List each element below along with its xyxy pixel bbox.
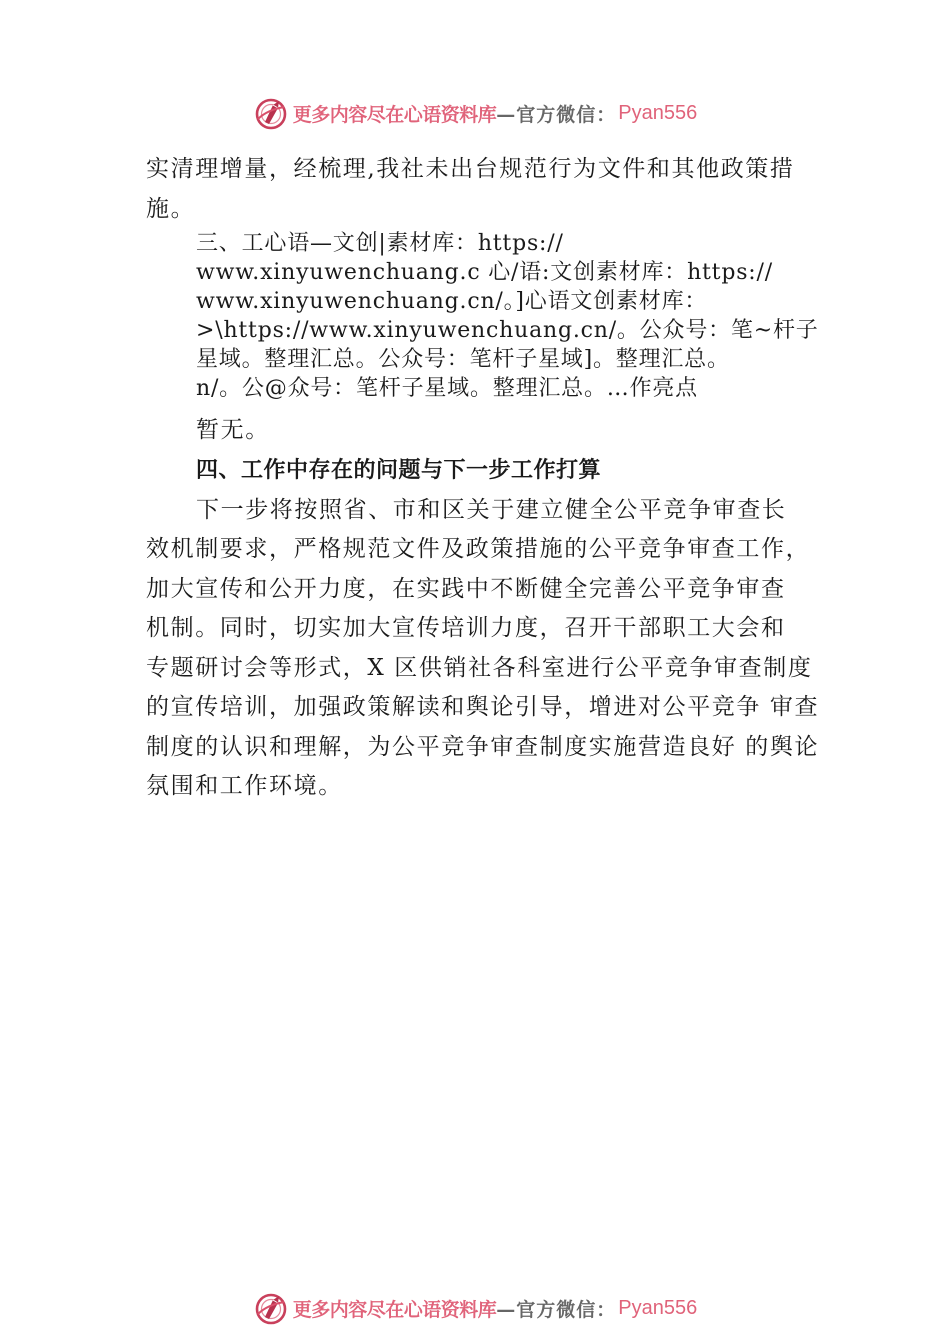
- pen-nib-logo-icon: [253, 95, 289, 131]
- pen-nib-logo-icon: [253, 1290, 289, 1326]
- watermark-wechat-id: Pyan556: [618, 101, 698, 124]
- section-four-heading: 四、工作中存在的问题与下一步工作打算: [196, 457, 602, 483]
- section-three-line: www.xinyuwenchuang.cn/。]心语文创素材库：: [196, 289, 708, 314]
- paragraph-line: 实清理增量，经梳理,我社未出台规范行为文件和其他政策措: [146, 156, 795, 182]
- paragraph-line: 下一步将按照省、市和区关于建立健全公平竞争审查长: [196, 496, 787, 523]
- paragraph-line: 专题研讨会等形式，X 区供销社各科室进行公平竞争审查制度: [146, 654, 813, 681]
- watermark-main-text: 更多内容尽在心语资料库: [292, 103, 497, 126]
- section-three-line: www.xinyuwenchuang.c 心/语:文创素材库：https://: [196, 260, 773, 285]
- section-three-block: [146, 229, 836, 403]
- none-text: 暂无。: [196, 417, 270, 443]
- watermark-main-text: 更多内容尽在心语资料库: [292, 1298, 497, 1321]
- watermark-wechat-id: Pyan556: [618, 1296, 698, 1319]
- footer-watermark: [0, 1288, 950, 1328]
- watermark-sub-text: —官方微信：: [496, 1298, 617, 1321]
- section-three-line: 星域。整理汇总。公众号：笔杆子星域]。整理汇总。: [196, 347, 730, 372]
- paragraph-line: 加大宣传和公开力度，在实践中不断健全完善公平竞争审查: [146, 575, 786, 602]
- watermark-sub-text: —官方微信：: [496, 103, 617, 126]
- paragraph-line: 氛围和工作环境。: [146, 773, 343, 799]
- paragraph-line: 效机制要求，严格规范文件及政策措施的公平竞争审查工作，: [146, 536, 811, 562]
- section-three-line: 三、工心语—文创|素材库：https://: [196, 231, 564, 256]
- paragraph-line: 机制。同时，切实加大宣传培训力度，召开干部职工大会和: [146, 615, 786, 641]
- section-three-line: >\https://www.xinyuwenchuang.cn/。公众号：笔~杆子: [196, 318, 819, 343]
- document-body: [146, 150, 836, 807]
- section-three-line: n/。公@众号：笔杆子星域。整理汇总。…作亮点: [196, 376, 698, 401]
- paragraph-line: 的宣传培训，加强政策解读和舆论引导，增进对公平竞争 审查: [146, 694, 820, 720]
- paragraph-line: 施。: [146, 195, 196, 222]
- header-watermark: [0, 93, 950, 133]
- paragraph-line: 制度的认识和理解，为公平竞争审查制度实施营造良好 的舆论: [146, 733, 820, 760]
